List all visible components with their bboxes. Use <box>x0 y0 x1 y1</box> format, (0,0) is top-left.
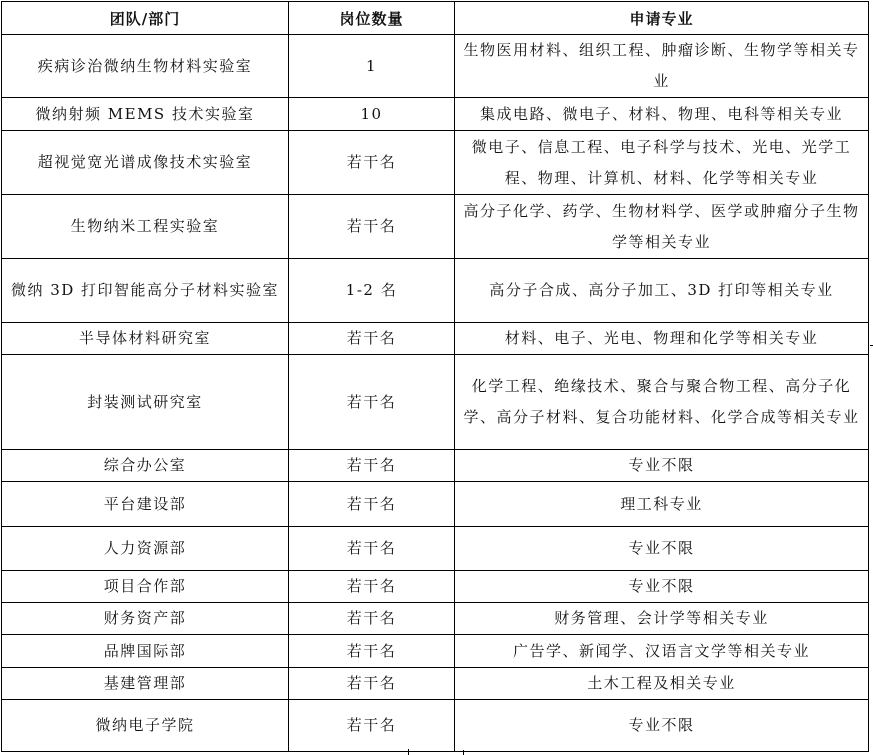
table-row <box>2 35 869 98</box>
majors-cell: 广告学、新闻学、汉语言文学等相关专业 <box>455 635 869 668</box>
count-cell: 若干名 <box>289 482 455 527</box>
table-row <box>2 98 869 131</box>
majors-cell: 高分子合成、高分子加工、3D 打印等相关专业 <box>455 259 869 323</box>
count-cell: 若干名 <box>289 603 455 635</box>
majors-cell: 化学工程、绝缘技术、聚合与聚合物工程、高分子化学、高分子材料、复合功能材料、化学合成等相关专业 <box>455 355 869 450</box>
count-cell: 若干名 <box>289 355 455 450</box>
majors-cell: 集成电路、微电子、材料、物理、电科等相关专业 <box>455 98 869 131</box>
team-cell: 超视觉宽光谱成像技术实验室 <box>2 131 289 195</box>
majors-cell: 高分子化学、药学、生物材料学、医学或肿瘤分子生物学等相关专业 <box>455 195 869 259</box>
team-cell: 疾病诊治微纳生物材料实验室 <box>2 35 289 98</box>
recruitment-table <box>1 1 869 752</box>
count-cell: 若干名 <box>289 700 455 752</box>
count-cell: 若干名 <box>289 131 455 195</box>
majors-cell: 材料、电子、光电、物理和化学等相关专业 <box>455 323 869 355</box>
majors-cell: 土木工程及相关专业 <box>455 668 869 700</box>
team-cell: 生物纳米工程实验室 <box>2 195 289 259</box>
majors-cell: 生物医用材料、组织工程、肿瘤诊断、生物学等相关专业 <box>455 35 869 98</box>
table-row <box>2 259 869 323</box>
count-cell: 若干名 <box>289 635 455 668</box>
table-row <box>2 700 869 752</box>
count-cell: 1 <box>289 35 455 98</box>
majors-cell: 专业不限 <box>455 527 869 571</box>
count-cell: 若干名 <box>289 571 455 603</box>
table-row <box>2 450 869 482</box>
table-row <box>2 635 869 668</box>
table-row <box>2 571 869 603</box>
count-cell: 1-2 名 <box>289 259 455 323</box>
stray-mark-bottom-left <box>408 749 409 755</box>
table-row <box>2 668 869 700</box>
table-row <box>2 482 869 527</box>
table-header-row <box>2 2 869 35</box>
team-cell: 品牌国际部 <box>2 635 289 668</box>
table-row <box>2 131 869 195</box>
team-cell: 封装测试研究室 <box>2 355 289 450</box>
count-cell: 10 <box>289 98 455 131</box>
table-row <box>2 323 869 355</box>
majors-cell: 理工科专业 <box>455 482 869 527</box>
team-cell: 财务资产部 <box>2 603 289 635</box>
stray-mark-bottom-right <box>463 750 464 755</box>
majors-cell: 微电子、信息工程、电子科学与技术、光电、光学工程、物理、计算机、材料、化学等相关专业 <box>455 131 869 195</box>
count-cell: 若干名 <box>289 527 455 571</box>
header-majors: 申请专业 <box>455 2 869 35</box>
count-cell: 若干名 <box>289 450 455 482</box>
team-cell: 基建管理部 <box>2 668 289 700</box>
table-row <box>2 195 869 259</box>
team-cell: 半导体材料研究室 <box>2 323 289 355</box>
team-cell: 平台建设部 <box>2 482 289 527</box>
majors-cell: 专业不限 <box>455 700 869 752</box>
team-cell: 微纳射频 MEMS 技术实验室 <box>2 98 289 131</box>
table-row <box>2 355 869 450</box>
header-count: 岗位数量 <box>289 2 455 35</box>
count-cell: 若干名 <box>289 668 455 700</box>
majors-cell: 专业不限 <box>455 450 869 482</box>
majors-cell: 财务管理、会计学等相关专业 <box>455 603 869 635</box>
team-cell: 微纳电子学院 <box>2 700 289 752</box>
team-cell: 微纳 3D 打印智能高分子材料实验室 <box>2 259 289 323</box>
table-row <box>2 527 869 571</box>
table-row <box>2 603 869 635</box>
count-cell: 若干名 <box>289 323 455 355</box>
count-cell: 若干名 <box>289 195 455 259</box>
majors-cell: 专业不限 <box>455 571 869 603</box>
team-cell: 综合办公室 <box>2 450 289 482</box>
team-cell: 项目合作部 <box>2 571 289 603</box>
header-team: 团队/部门 <box>2 2 289 35</box>
team-cell: 人力资源部 <box>2 527 289 571</box>
